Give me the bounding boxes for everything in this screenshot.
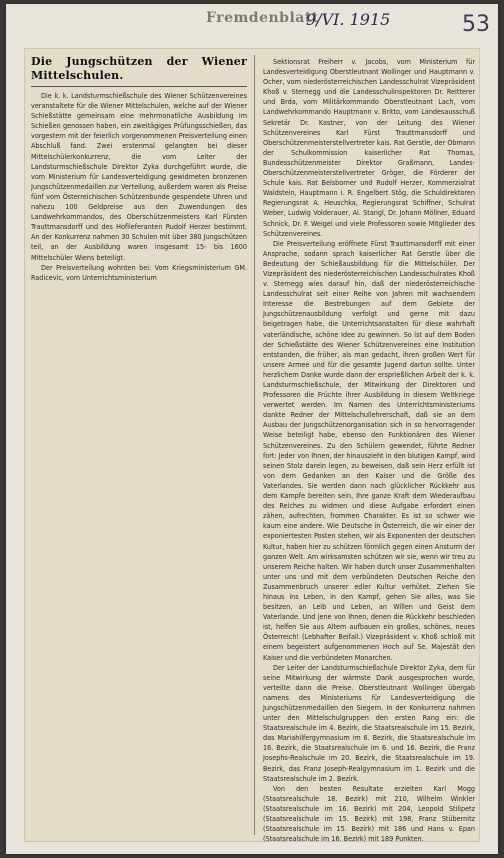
article-headline: Die Jungschützen der Wiener Mittelschulen. xyxy=(31,53,247,87)
handwritten-date: 9/VI. 1915 xyxy=(306,10,391,29)
column-divider xyxy=(254,55,255,835)
newspaper-masthead: Fremdenblatt xyxy=(206,10,319,26)
archive-sheet xyxy=(6,4,498,854)
article-paragraph: Der Leiter der Landsturmschießschule Direktor Zyka, dem für seine Mitwirkung der wärmste Dank ausgesprochen wurde, verteilte dann die Preise. Oberstleutnant Wollinger übergab namens des Ministeriums für Landesverteidigung die Jungschützenmedaillen den Siegern. In der Konkurrenz nahmen unter den Mittelschulgruppen den ersten Rang ein: die Staatsrealschule im 4. Bezirk, die Staatsrealschule im 15. Bezirk, das Mariahilfergymnasium im 6. Bezirk, die Staatsrealschule im 16. Bezirk, die Staatsrealschule im 6. und 16. Bezirk, die Franz Josephs-Realschule im 20. Bezirk, die Staatsrealschule im 19. Bezirk, das Franz Joseph-Realgymnasium im 1. Bezirk und die Staatsrealschule im 2. Bezirk. xyxy=(263,662,475,783)
handwritten-page-number: 53 xyxy=(462,12,490,37)
article-paragraph: Der Preisverteilung wohnten bei: Vom Kriegsministerium GM. Radicevic, vom Unterrichtsministerium xyxy=(31,262,247,282)
article-column-right xyxy=(263,57,475,844)
article-column-left xyxy=(31,53,247,837)
article-paragraph: Sektionsrat Freiherr v. Jacobs, vom Ministerium für Landesverteidigung Oberstleutnant Wollinger und Hauptmann v. Ocher, vom niederösterreichischen Landesschulrat Vizepräsident Khoß v. Sternegg und die Landesschulinspektoren Dr. Reitterer und Brda, vom Militärkommando Oberstleutnant Lach, vom Landwehrkommando Hauptmann v. Britto, vom Landesausschuß Sekretär Dr. Kastner, von der Leitung des Wiener Schützenvereines Karl Fürst Trauttmansdorff und Oberschützenmeisterstellvertreter kais. Rat Gerstle, der Obmann der Schulkommission kaiserlicher Rat Thomas, Bundesschützenmeister Direktor Graßmann, Landes-Oberschützenmeisterstellvertreter Gröger, die Förderer der Schule kais. Rat Belsborner und Rudolf Herzer, Kommerzialrat Waldstein, Hauptmann i. R. Engelbert Stög, die Schuldirektoren Regierungsrat A. Heuschka, Regierungsrat Schiffner, Schulrat Weber, Ludwig Volderauer, Al. Stangl, Dr. Johann Möllner, Eduard Schnick, Dr. F. Weigel und viele Professoren sowie Mitglieder des Schützenvereines. xyxy=(263,57,475,238)
newspaper-clipping xyxy=(24,48,480,842)
article-paragraph: Die Preisverteilung eröffnete Fürst Trauttmansdorff mit einer Ansprache, sodann sprach kaiserlicher Rat Gerstle über die Bedeutung der Schießausbildung für die Mittelschüler. Der Vizepräsident des niederösterreichischen Landesschulrates Khoß v. Sternegg wies darauf hin, daß der niederösterreichische Landesschulrat seit einer Reihe von Jahren mit wachsendem Interesse die Bestrebungen auf dem Gebiete der Jungschützenausbildung verfolgt und gerne mit dazu beigetragen habe, die Unterrichtsanstalten für diese wahrhaft vaterländische, schöne Idee zu gewinnen. So ist auf dem Boden der Schießstätte des Wiener Schützenvereines eine Institution entstanden, die früher, als man gedacht, ihren großen Wert für unsere Armee und für die gesamte Jugend dartun sollte. Unter herzlichem Danke wurde dann der ersprießlichen Arbeit der k. k. Landsturmschießschule, der Mitwirkung der Direktoren und Professoren die Früchte ihrer Ausbildung in diesem Weltkriege verwertet werden. Im Namen des Unterrichtsministeriums dankte Redner der Mittelschullehrerschaft, daß sie an dem Ausbau der Jungschützenorganisation sich in so hervorragender Weise beteiligt habe, ebenso den Funktionären des Wiener Schützenvereines. Zu den Schülern gewendet, führte Redner fort: Jeder von Ihnen, der hinauszieht in den blutigen Kampf, wird seinen Stolz darein legen, zu beweisen, daß sein Herz erfüllt ist von dem Gedanken an den Kaiser und die Größe des Vaterlandes. Sie werden dann nach glücklicher Rückkehr aus dem Kampfe bereiten sein, Ihre ganze Kraft dem Wiederaufbau des Reiches zu widmen und diese Aufgabe erfordert einen zähen, aufrechten, frommen Charakter. Es ist so schwer wie kaum eine andere. Wie Deutsche in Österreich, die wir einer der exponiertesten Posten stehen, wir als Exponenten der deutschen Kultur, haben hier zu schützen förmlich gegen einen Ansturm der ganzen Welt. Am wirksamsten schützen wir sie, wenn wir treu zu unserem Reiche halten. Wir haben durch unser Zusammenhalten unter uns und mit dem verbündeten Deutschen Reiche den Zusammenbruch unserer edler Kultur verhütet. Ziehen Sie hinaus ins Leben, in den Kampf, gehen Sie alles, was Sie besitzen, an Leib und Leben, an Willen und Geist dem Vaterlande. Und jene von Ihnen, denen die Rückkehr beschieden ist, helfen Sie aus Altem aufbauen ein großes, schönes, neues Österreich! (Lebhafter Beifall.) Vizepräsident v. Khoß schloß mit einem begeistert aufgenommenen Hoch auf Se. Majestät den Kaiser und die verbündeten Monarchen. xyxy=(263,238,475,662)
article-paragraph: Von den besten Resultate erzielten Karl Mogg (Staatsrealschule 18. Bezirk) mit 210, Wilhelm Winkler (Staatsrealschule im 16. Bezirk) mit 204, Leopold Stilipetz (Staatsrealschule im 15. Bezirk) mit 198, Franz Stübernitz (Staatsrealschule im 15. Bezirk) mit 186 und Hans v. Epan (Staatsrealschule im 16. Bezirk) mit 189 Punkten. xyxy=(263,783,475,844)
article-paragraph: Die k. k. Landsturmschießschule des Wiener Schützenvereines veranstaltete für die Wiener Mittelschulen, welche auf der Wiener Schießstätte gemeinsam eine mehrmonatliche Ausbildung im Schießen genossen haben, ein zweitägiges Prüfungsschießen, das vorgestern mit der feierlich vorgenommenen Preisverteilung einen Abschluß fand. Zwei erstenmal gelangten bei dieser Mittelschülerkonkurrenz, die vom Leiter der Landsturmschießschule Direktor Zyka durchgeführt wurde, die vom Ministerium für Landesverteidigung gewidmeten bronzenen Jungschützenmedaillen zur Verteilung, außerdem waren als Preise fünf vom Österreichischen Schützenbunde gespendete Uhren und nahezu 100 Geldpreise aus den Zuwendungen des Landwehrkommandos, des Oberschützenmeisters Karl Fürsten Trauttmansdorff und des Hoflieferanten Rudolf Herzer bestimmt. An der Konkurrenz nahmen 30 Schulen mit über 380 Jungschützen teil, an der Ausbildung waren insgesamt 15- bis 1600 Mittelschüler Wiens beteiligt. xyxy=(31,91,247,262)
